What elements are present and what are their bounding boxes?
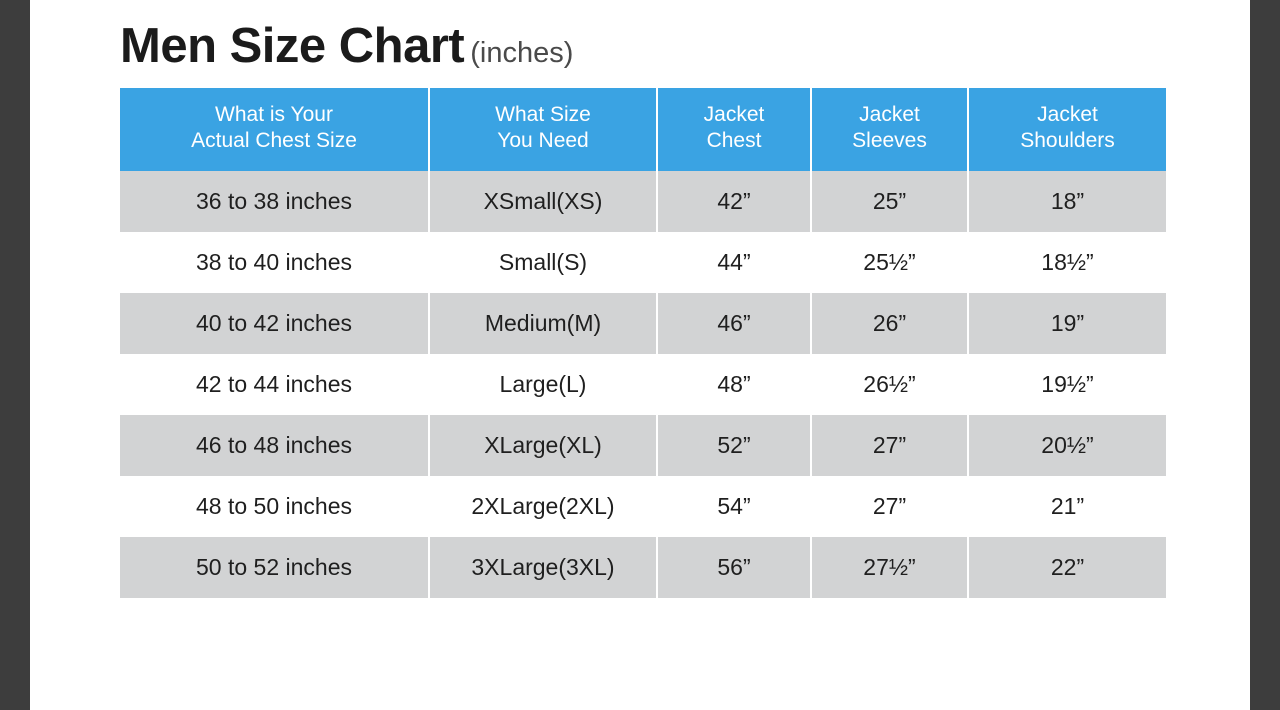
- cell-actual-chest-size: 48 to 50 inches: [120, 476, 429, 537]
- table-row: [120, 476, 1166, 537]
- right-letterbox-band: [1250, 0, 1280, 710]
- slide-canvas: [30, 0, 1250, 710]
- table-row: [120, 537, 1166, 598]
- cell-jacket-shoulders: 21”: [968, 476, 1166, 537]
- cell-jacket-sleeves: 26”: [811, 293, 968, 354]
- cell-jacket-shoulders: 20½”: [968, 415, 1166, 476]
- table-row: [120, 232, 1166, 293]
- cell-size-you-need: Small(S): [429, 232, 657, 293]
- cell-actual-chest-size: 50 to 52 inches: [120, 537, 429, 598]
- header-line-2: Sleeves: [852, 129, 927, 153]
- page-title: [120, 0, 1180, 88]
- cell-actual-chest-size: 40 to 42 inches: [120, 293, 429, 354]
- cell-size-you-need: 3XLarge(3XL): [429, 537, 657, 598]
- cell-actual-chest-size: 42 to 44 inches: [120, 354, 429, 415]
- cell-jacket-chest: 48”: [657, 354, 811, 415]
- cell-jacket-shoulders: 22”: [968, 537, 1166, 598]
- header-line-2: Shoulders: [1020, 129, 1115, 153]
- cell-jacket-shoulders: 18½”: [968, 232, 1166, 293]
- header-line-2: Chest: [706, 129, 762, 153]
- cell-jacket-sleeves: 25½”: [811, 232, 968, 293]
- column-header-jacket-chest: [657, 88, 811, 171]
- content-area: [120, 0, 1180, 598]
- header-line-1: Jacket: [1037, 103, 1098, 126]
- column-header-jacket-sleeves: [811, 88, 968, 171]
- cell-jacket-shoulders: 19½”: [968, 354, 1166, 415]
- cell-jacket-sleeves: 25”: [811, 171, 968, 232]
- table-body: [120, 171, 1166, 598]
- table-header: [120, 88, 1166, 171]
- header-line-2: You Need: [497, 129, 589, 153]
- column-header-actual-chest-size: [120, 88, 429, 171]
- cell-jacket-chest: 42”: [657, 171, 811, 232]
- header-line-1: Jacket: [859, 103, 920, 126]
- cell-actual-chest-size: 36 to 38 inches: [120, 171, 429, 232]
- cell-jacket-sleeves: 26½”: [811, 354, 968, 415]
- left-letterbox-band: [0, 0, 30, 710]
- cell-jacket-chest: 44”: [657, 232, 811, 293]
- column-header-size-you-need: [429, 88, 657, 171]
- header-line-1: What is Your: [215, 103, 333, 126]
- cell-jacket-chest: 46”: [657, 293, 811, 354]
- cell-size-you-need: XLarge(XL): [429, 415, 657, 476]
- table-header-row: [120, 88, 1166, 171]
- cell-jacket-sleeves: 27”: [811, 415, 968, 476]
- title-main: Men Size Chart: [120, 19, 465, 73]
- table-row: [120, 171, 1166, 232]
- header-line-1: What Size: [495, 103, 591, 126]
- cell-size-you-need: XSmall(XS): [429, 171, 657, 232]
- size-chart-table: [120, 88, 1166, 598]
- header-line-2: Actual Chest Size: [191, 129, 357, 153]
- cell-actual-chest-size: 46 to 48 inches: [120, 415, 429, 476]
- header-line-1: Jacket: [703, 103, 765, 126]
- cell-size-you-need: Medium(M): [429, 293, 657, 354]
- cell-jacket-sleeves: 27”: [811, 476, 968, 537]
- cell-size-you-need: Large(L): [429, 354, 657, 415]
- table-row: [120, 354, 1166, 415]
- title-units: (inches): [470, 37, 574, 69]
- cell-jacket-sleeves: 27½”: [811, 537, 968, 598]
- column-header-jacket-shoulders: [968, 88, 1166, 171]
- table-row: [120, 293, 1166, 354]
- cell-jacket-chest: 54”: [657, 476, 811, 537]
- cell-size-you-need: 2XLarge(2XL): [429, 476, 657, 537]
- table-row: [120, 415, 1166, 476]
- cell-jacket-shoulders: 18”: [968, 171, 1166, 232]
- cell-jacket-chest: 52”: [657, 415, 811, 476]
- cell-jacket-chest: 56”: [657, 537, 811, 598]
- cell-actual-chest-size: 38 to 40 inches: [120, 232, 429, 293]
- cell-jacket-shoulders: 19”: [968, 293, 1166, 354]
